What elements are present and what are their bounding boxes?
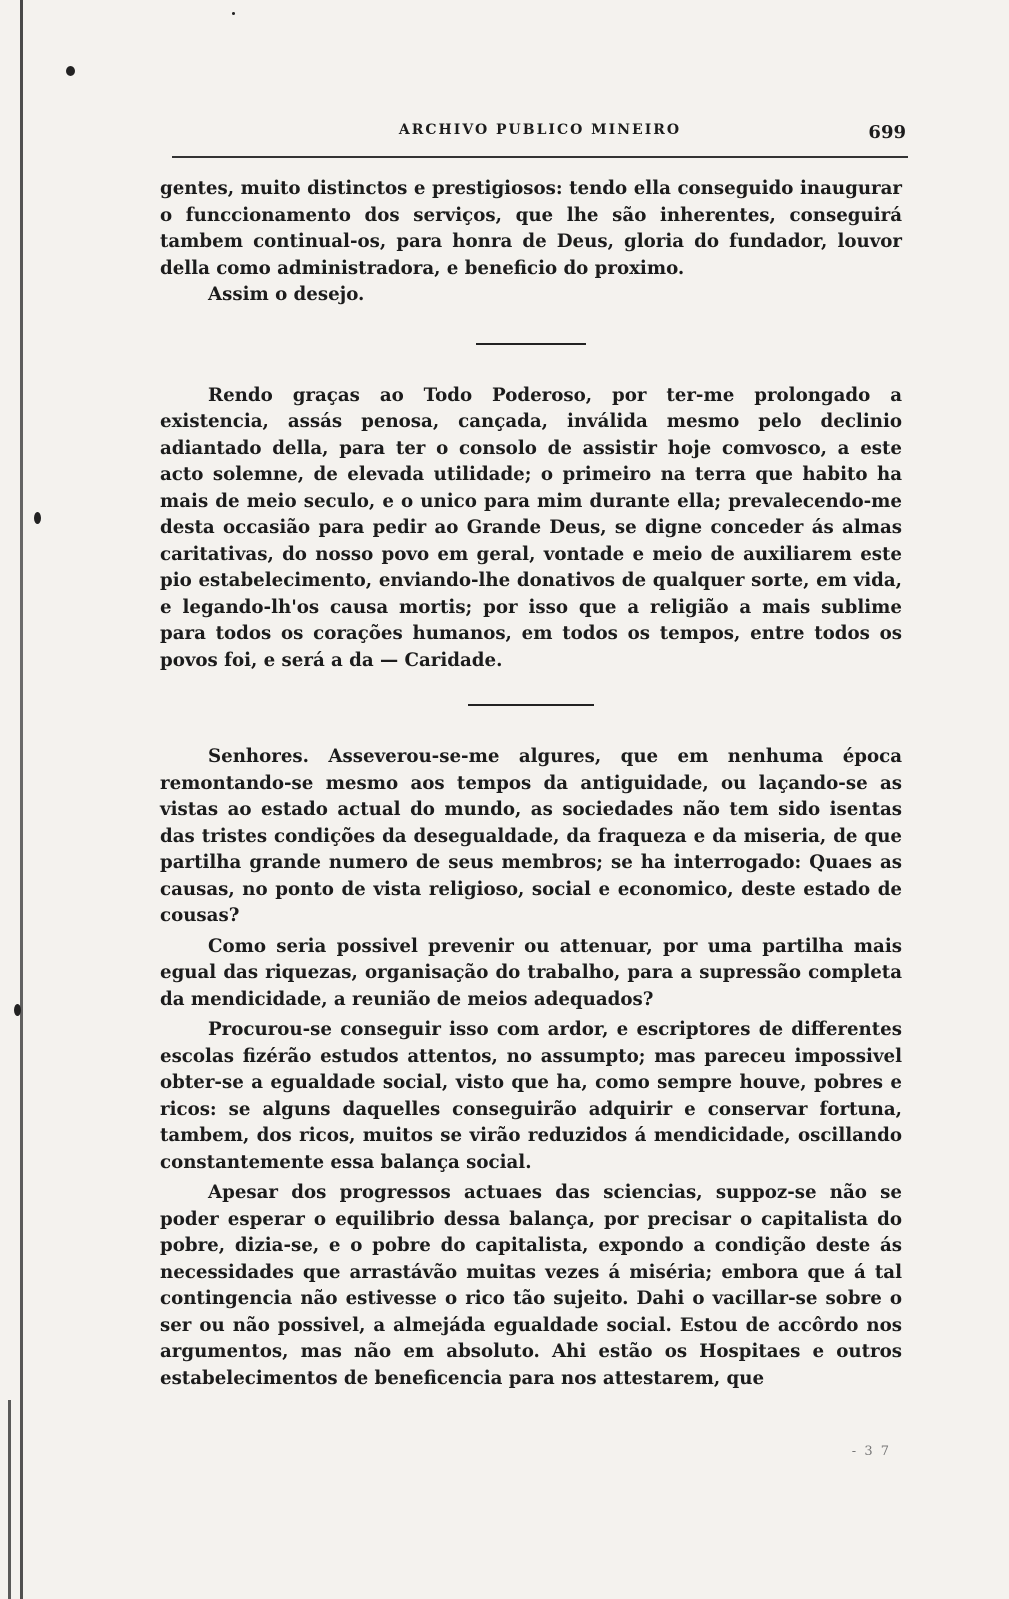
page-number: 699 xyxy=(868,122,906,143)
closing-line: Assim o desejo. xyxy=(208,284,365,305)
section-divider xyxy=(476,343,586,345)
page-header xyxy=(172,116,908,158)
paragraph-thanks: Rendo graças ao Todo Poderoso, por ter-me prolongado a existencia, assás penosa, cançada, inválida mesmo pelo declinio adiantado della, para ter o consolo de assistir hoje comvosco, a este acto solemne, de elevada utilidade; o primeiro na terra que habito ha mais de meio seculo, e o unico para mim durante ella; prevalecendo-me desta occasião para pedir ao Grande Deus, se digne conceder ás almas caritativas, do nosso povo em geral, vontade e meio de auxiliarem este pio estabelecimento, enviando-lhe donativos de qualquer sorte, em vida, e legando-lh'os causa mortis; por isso que a religião a mais sublime para todos os corações humanos, em todos os tempos, entre todos os povos foi, e será a da — Caridade. xyxy=(160,384,902,671)
paragraph-senhores: Senhores. Asseverou-se-me algures, que em nenhuma época remontando-se mesmo aos tempos da antiguidade, ou laçando-se as vistas ao estado actual do mundo, as sociedades não tem sido isentas das tristes condições da desegualdade, da fraqueza e da miseria, de que partilha grande numero de seus membros; se ha interrogado: Quaes as causas, no ponto de vista religioso, social e economico, deste estado de cousas? xyxy=(160,746,902,926)
margin-note: - 3 7 xyxy=(851,1444,891,1459)
binding-edge-lower xyxy=(8,1400,11,1599)
ink-speck xyxy=(34,512,41,524)
binding-edge xyxy=(20,0,23,1599)
running-title: ARCHIVO PUBLICO MINEIRO xyxy=(398,122,682,138)
ink-speck xyxy=(66,66,75,76)
ink-speck xyxy=(14,1004,21,1016)
ink-speck xyxy=(232,12,235,15)
paragraph-question: Como seria possivel prevenir ou attenuar, por uma partilha mais egual das riquezas, organisação do trabalho, para a supressão completa da mendicidade, a reunião de meios adequados? xyxy=(160,935,902,1010)
section-divider xyxy=(468,704,594,706)
paragraph-procurou: Procurou-se conseguir isso com ardor, e escriptores de differentes escolas fizérão estudos attentos, no assumpto; mas pareceu impossivel obter-se a egualdade social, visto que ha, como sempre houve, pobres e ricos: se alguns daquelles conseguirão adquirir e conservar fortuna, tambem, dos ricos, muitos se virão reduzidos á mendicidade, oscillando constantemente essa balança social. xyxy=(160,1019,902,1173)
paragraph-continuation: gentes, muito distinctos e prestigiosos: tendo ella conseguido inaugurar o funccionamento dos serviços, que lhe são inherentes, conseguirá tambem continual-os, para honra de Deus, gloria do fundador, louvor della como administradora, e beneficio do proximo. xyxy=(160,178,902,279)
paragraph-apesar: Apesar dos progressos actuaes das sciencias, suppoz-se não se poder esperar o equilibrio dessa balança, por precisar o capitalista do pobre, dizia-se, e o pobre do capitalista, expondo a condição deste ás necessidades que arrastávão muitas vezes á miséria; embora que á tal contingencia não estivesse o rico tão sujeito. Dahi o vacillar-se sobre o ser ou não possivel, a almejáda egualdade social. Estou de accôrdo nos argumentos, mas não em absoluto. Ahi estão os Hospitaes e outros estabelecimentos de beneficencia para nos attestarem, que xyxy=(160,1182,902,1389)
page-body xyxy=(160,176,902,1392)
